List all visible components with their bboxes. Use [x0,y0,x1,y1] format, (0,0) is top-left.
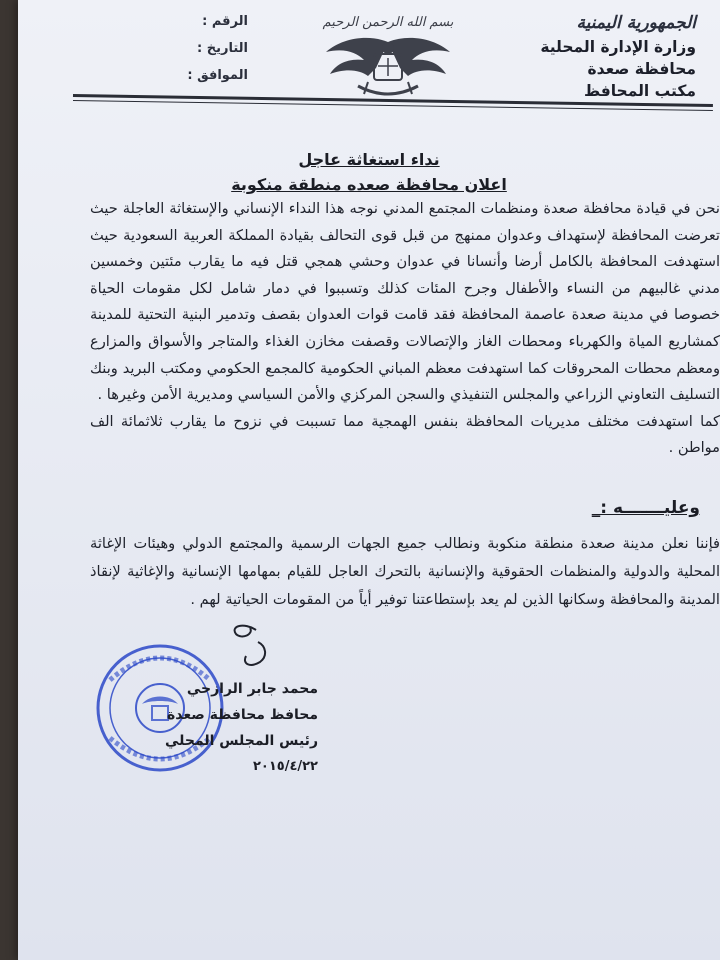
basmala: بسم الله الرحمن الرحيم [322,15,454,30]
declaration-paragraph: فإننا نعلن مدينة صعدة منطقة منكوبة ونطالب جميع الجهات الرسمية والمجتمع الدولي وهيئات الإغاثة المحلية والدولية والمنظمات الحقوقية والإنسانية بالتحرك العاجل للقيام بمهامها الإنسانية والإغاثية لإنقاذ المدينة والمحافظة وسكانها الذين لم يعد بإستطاعتنا توفير أياً من المقومات الحياتية لهم . [90,535,720,608]
letter-title [18,148,720,198]
letterhead-authority [526,10,696,102]
handwritten-signature-icon [196,612,286,682]
reference-fields [168,14,248,95]
signatory-block [164,676,318,780]
body-paragraph-2: كما استهدفت مختلف مديريات المحافظة بنفس الهمجية مما تسببت في نزوح ما يقارب ثلاثمائة الف مواطن . [90,412,720,457]
signature-date: ٢٠١٥/٤/٢٢ [252,759,318,774]
date-label: التاريخ : [197,41,248,56]
signatory-council: رئيس المجلس المحلي [164,733,318,749]
disaster-declaration-title: اعلان محافظة صعده منطقة منكوبة [231,175,507,194]
letter-page [18,0,720,960]
signatory-title: محافظ محافظة صعدة [166,707,318,723]
reference-number-label: الرقم : [202,14,248,29]
letter-body [90,196,720,462]
therefore-heading: وعليـــــــه :_ [591,498,700,518]
urgent-appeal-title: نداء استغاثة عاجل [298,150,440,169]
country-name: الجمهورية اليمنية [576,13,696,33]
body-paragraph-1: نحن في قيادة محافظة صعدة ومنظمات المجتمع المدني نوجه هذا النداء الإنساني والإستغاثة العاجلة حيث تعرضت المحافظة لإستهداف وعدوان ممنهج من قبل قوى التحالف بقيادة المملكة العربية السعودية حيث استهدفت المحافظة بالكامل أرضا وأنسانا في عدوان وحشي همجي قتل فيه ما يقارب مئتين وخمسين مدني غالبيهم من النساء والأطفال وجرح المئات كذلك وتسببوا في دمار شامل لكل مقومات الحياة خصوصا في مدينة صعدة عاصمة المحافظة فقد قامت قوات العدوان بقصف وتدمير البنية التحتية للمدينة كمشاريع المياة والكهرباء ومحطات الغاز والإتصالات وقصفت مخازن الغذاء والمتاجر والأسواق والمزارع ومعظم محطات المحروقات كما استهدفت معظم المباني الحكومية كالمجمع الحكومي ومكتب البريد وبنك التسليف التعاوني الزراعي والمجلس التنفيذي والسجن المركزي والأمن السياسي ومديرية الأمن وغيرها . [90,200,720,404]
hijri-date-label: الموافق : [187,68,248,83]
governorate-name: محافظة صعدة [587,60,696,78]
ministry-name: وزارة الإدارة المحلية [540,38,696,56]
office-name: مكتب المحافظ [583,82,696,100]
signatory-name: محمد جابر الرازحي [186,681,318,697]
yemen-eagle-emblem-icon [318,8,458,108]
